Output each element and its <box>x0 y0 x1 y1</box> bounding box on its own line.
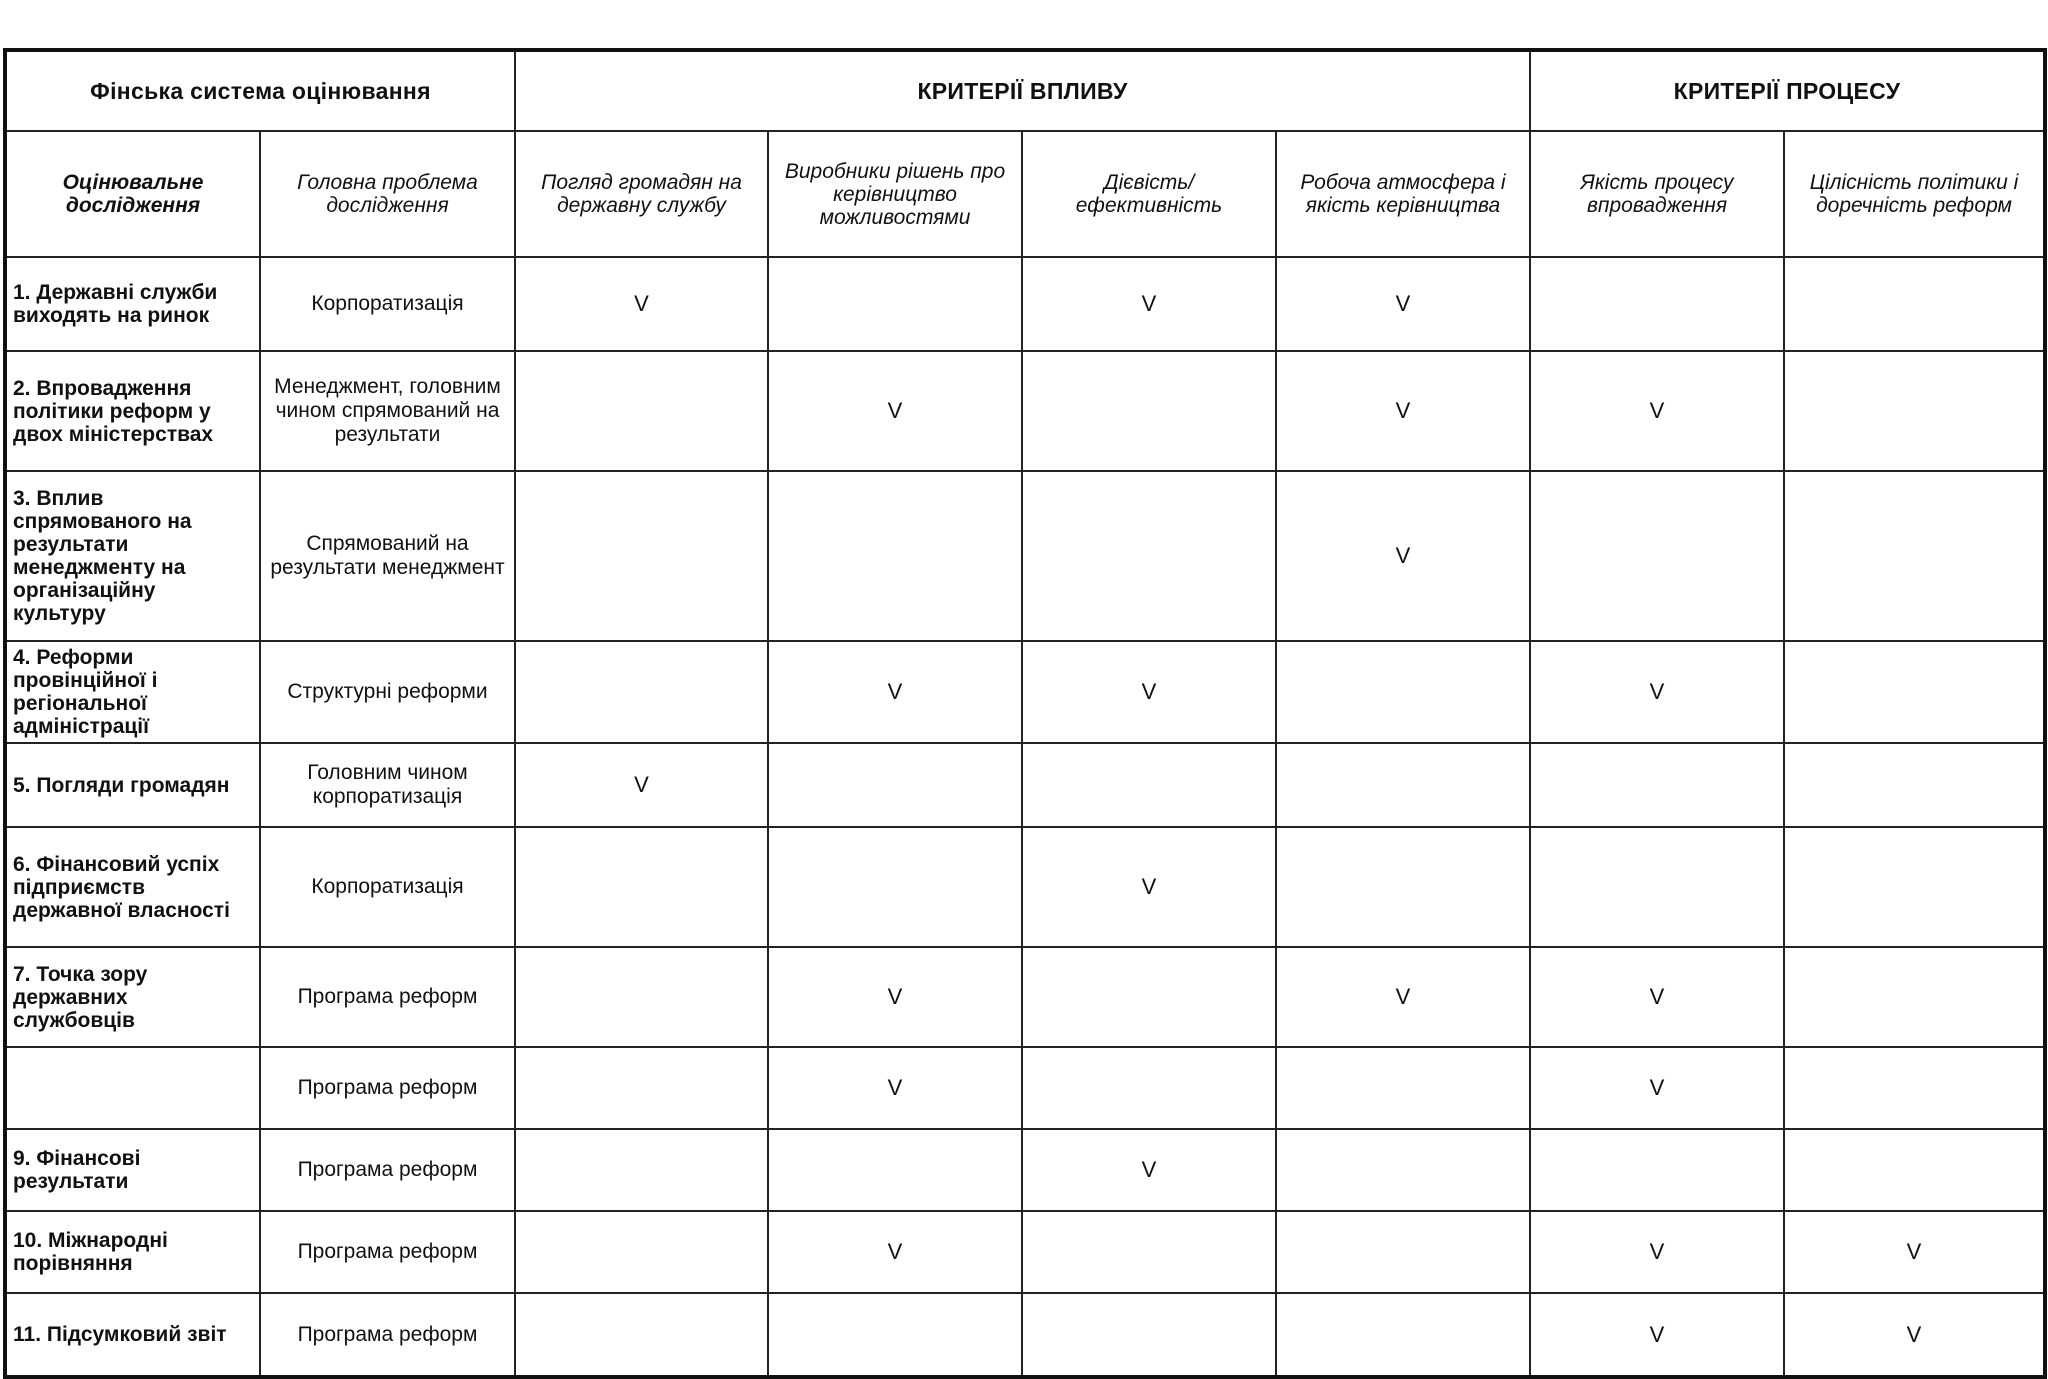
cell-citizens-view <box>515 257 768 351</box>
check-mark: V <box>1649 679 1665 704</box>
column-header-problem: Головна проблема дослідження <box>260 131 515 257</box>
cell-effectiveness <box>1022 641 1276 743</box>
row-study-name: 9. Фінансові результати <box>5 1129 260 1211</box>
table-row <box>5 743 2045 827</box>
column-header-implementation-quality: Якість процесу впровадження <box>1530 131 1784 257</box>
cell-decision-makers <box>768 947 1022 1047</box>
group-header-impact-criteria: КРИТЕРІЇ ВПЛИВУ <box>515 50 1530 131</box>
cell-decision-makers <box>768 1129 1022 1211</box>
row-problem: Спрямований на результати менеджмент <box>260 471 515 641</box>
evaluation-criteria-table <box>3 48 2047 1379</box>
cell-work-atmosphere <box>1276 351 1530 471</box>
column-header-study: Оцінювальне дослідження <box>5 131 260 257</box>
check-mark: V <box>1141 291 1157 316</box>
cell-effectiveness <box>1022 1293 1276 1377</box>
cell-decision-makers <box>768 743 1022 827</box>
cell-policy-coherence <box>1784 1047 2045 1129</box>
cell-work-atmosphere <box>1276 1047 1530 1129</box>
row-study-name <box>5 1047 260 1129</box>
row-study-name: 3. Вплив спрямованого на результати менеджменту на організаційну культуру <box>5 471 260 641</box>
group-header-process-criteria: КРИТЕРІЇ ПРОЦЕСУ <box>1530 50 2045 131</box>
row-problem: Програма реформ <box>260 1293 515 1377</box>
check-mark: V <box>1906 1239 1922 1264</box>
check-mark: V <box>1649 1075 1665 1100</box>
cell-work-atmosphere <box>1276 1129 1530 1211</box>
cell-implementation-quality <box>1530 1047 1784 1129</box>
cell-policy-coherence <box>1784 257 2045 351</box>
check-mark: V <box>1395 543 1411 568</box>
cell-work-atmosphere <box>1276 947 1530 1047</box>
row-study-name: 7. Точка зору державних службовців <box>5 947 260 1047</box>
cell-effectiveness <box>1022 471 1276 641</box>
cell-decision-makers <box>768 1047 1022 1129</box>
cell-citizens-view <box>515 827 768 947</box>
check-mark: V <box>887 679 903 704</box>
row-problem: Програма реформ <box>260 947 515 1047</box>
cell-implementation-quality <box>1530 1211 1784 1293</box>
cell-work-atmosphere <box>1276 1293 1530 1377</box>
cell-effectiveness <box>1022 1129 1276 1211</box>
row-problem: Структурні реформи <box>260 641 515 743</box>
cell-work-atmosphere <box>1276 1211 1530 1293</box>
check-mark: V <box>1649 398 1665 423</box>
row-problem: Програма реформ <box>260 1211 515 1293</box>
cell-effectiveness <box>1022 827 1276 947</box>
cell-work-atmosphere <box>1276 641 1530 743</box>
table-row <box>5 471 2045 641</box>
row-study-name: 6. Фінансовий успіх підприємств державної власності <box>5 827 260 947</box>
cell-work-atmosphere <box>1276 743 1530 827</box>
cell-citizens-view <box>515 947 768 1047</box>
check-mark: V <box>1395 291 1411 316</box>
row-study-name: 4. Реформи провінційної і регіональної адміністрації <box>5 641 260 743</box>
table-body <box>5 257 2045 1377</box>
row-problem: Менеджмент, головним чином спрямований на результати <box>260 351 515 471</box>
cell-effectiveness <box>1022 743 1276 827</box>
cell-work-atmosphere <box>1276 257 1530 351</box>
check-mark: V <box>887 1075 903 1100</box>
check-mark: V <box>1395 398 1411 423</box>
cell-policy-coherence <box>1784 743 2045 827</box>
cell-decision-makers <box>768 1293 1022 1377</box>
column-header-effectiveness: Дієвість/ ефективність <box>1022 131 1276 257</box>
check-mark: V <box>1395 984 1411 1009</box>
cell-policy-coherence <box>1784 1211 2045 1293</box>
cell-implementation-quality <box>1530 641 1784 743</box>
cell-citizens-view <box>515 351 768 471</box>
cell-decision-makers <box>768 351 1022 471</box>
cell-policy-coherence <box>1784 471 2045 641</box>
cell-citizens-view <box>515 641 768 743</box>
cell-effectiveness <box>1022 1211 1276 1293</box>
table-row <box>5 1047 2045 1129</box>
table-row <box>5 351 2045 471</box>
cell-citizens-view <box>515 743 768 827</box>
row-problem: Корпоратизація <box>260 257 515 351</box>
cell-citizens-view <box>515 471 768 641</box>
cell-policy-coherence <box>1784 641 2045 743</box>
cell-effectiveness <box>1022 351 1276 471</box>
check-mark: V <box>634 291 649 316</box>
check-mark: V <box>1649 1239 1665 1264</box>
cell-implementation-quality <box>1530 743 1784 827</box>
cell-decision-makers <box>768 641 1022 743</box>
group-header-finnish-system: Фінська система оцінювання <box>5 50 515 131</box>
cell-decision-makers <box>768 827 1022 947</box>
cell-effectiveness <box>1022 257 1276 351</box>
check-mark: V <box>1649 1321 1665 1347</box>
table-row <box>5 1211 2045 1293</box>
table-row <box>5 1293 2045 1377</box>
column-header-work-atmosphere: Робоча атмосфера і якість керівництва <box>1276 131 1530 257</box>
table-row <box>5 947 2045 1047</box>
cell-work-atmosphere <box>1276 471 1530 641</box>
cell-implementation-quality <box>1530 947 1784 1047</box>
cell-implementation-quality <box>1530 827 1784 947</box>
column-header-citizens-view: Погляд громадян на державну службу <box>515 131 768 257</box>
cell-citizens-view <box>515 1047 768 1129</box>
evaluation-table-container <box>3 48 2043 1379</box>
column-header-row <box>5 131 2045 257</box>
row-study-name: 1. Державні служби виходять на ринок <box>5 257 260 351</box>
cell-policy-coherence <box>1784 827 2045 947</box>
column-header-policy-coherence: Цілісність політики і доречність реформ <box>1784 131 2045 257</box>
row-problem: Головним чином корпоратизація <box>260 743 515 827</box>
check-mark: V <box>887 1239 903 1264</box>
check-mark: V <box>1141 679 1157 704</box>
table-row <box>5 257 2045 351</box>
cell-implementation-quality <box>1530 351 1784 471</box>
cell-policy-coherence <box>1784 1293 2045 1377</box>
cell-policy-coherence <box>1784 1129 2045 1211</box>
check-mark: V <box>1649 984 1665 1009</box>
table-row <box>5 1129 2045 1211</box>
check-mark: V <box>1906 1321 1922 1347</box>
cell-implementation-quality <box>1530 257 1784 351</box>
cell-decision-makers <box>768 1211 1022 1293</box>
row-problem: Програма реформ <box>260 1129 515 1211</box>
row-study-name: 5. Погляди громадян <box>5 743 260 827</box>
row-study-name: 10. Міжнародні порівняння <box>5 1211 260 1293</box>
cell-citizens-view <box>515 1129 768 1211</box>
cell-citizens-view <box>515 1211 768 1293</box>
cell-decision-makers <box>768 257 1022 351</box>
cell-effectiveness <box>1022 1047 1276 1129</box>
cell-citizens-view <box>515 1293 768 1377</box>
cell-implementation-quality <box>1530 1129 1784 1211</box>
cell-implementation-quality <box>1530 471 1784 641</box>
check-mark: V <box>887 984 903 1009</box>
row-study-name: 11. Підсумковий звіт <box>5 1293 260 1377</box>
column-header-decision-makers: Виробники рішень про керівництво можливостями <box>768 131 1022 257</box>
cell-policy-coherence <box>1784 351 2045 471</box>
table-row <box>5 641 2045 743</box>
check-mark: V <box>1141 1157 1157 1182</box>
check-mark: V <box>887 398 903 423</box>
cell-decision-makers <box>768 471 1022 641</box>
row-problem: Програма реформ <box>260 1047 515 1129</box>
row-study-name: 2. Впровадження політики реформ у двох міністерствах <box>5 351 260 471</box>
group-header-row <box>5 50 2045 131</box>
cell-effectiveness <box>1022 947 1276 1047</box>
cell-policy-coherence <box>1784 947 2045 1047</box>
row-problem: Корпоратизація <box>260 827 515 947</box>
check-mark: V <box>634 772 649 797</box>
cell-implementation-quality <box>1530 1293 1784 1377</box>
check-mark: V <box>1141 874 1157 899</box>
cell-work-atmosphere <box>1276 827 1530 947</box>
table-row <box>5 827 2045 947</box>
